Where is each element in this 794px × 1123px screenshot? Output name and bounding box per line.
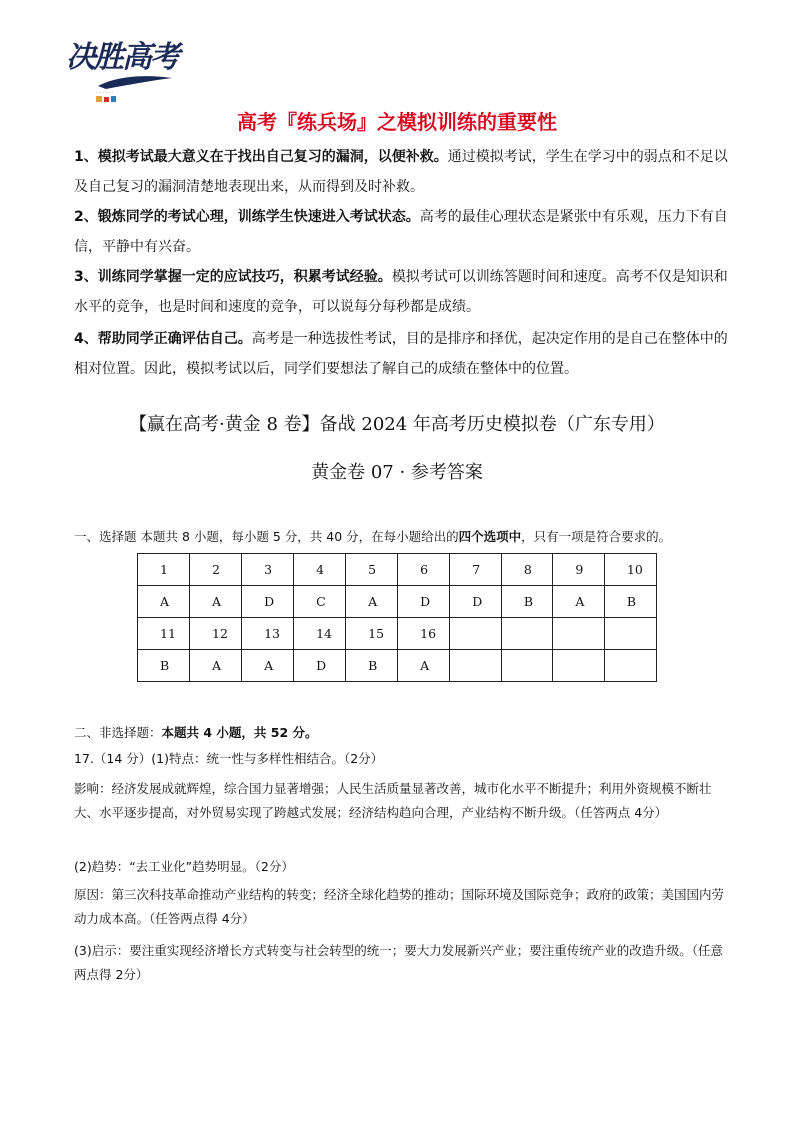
exam-subtitle: 黄金卷 07 · 参考答案 [311,462,483,483]
table-cell: A [138,586,190,618]
table-cell: 11 [138,618,190,650]
intro-paragraph-4: 4、帮助同学正确评估自己。高考是一种选拔性考试，目的是排序和择优，起决定作用的是自己在整体中的相对位置。因此，模拟考试以后，同学们要想法了解自己的成绩在整体中的位置。 [74,331,728,377]
table-cell [501,650,553,682]
table-cell: A [346,586,398,618]
table-cell: C [294,586,346,618]
table-cell: 2 [190,554,242,586]
intro-paragraph-2: 2、锻炼同学的考试心理，训练学生快速进入考试状态。高考的最佳心理状态是紧张中有乐观，压力下有自信，平静中有兴奋。 [74,209,728,255]
table-row [138,586,657,618]
table-cell: 4 [294,554,346,586]
table-cell: 1 [138,554,190,586]
table-row [138,618,657,650]
table-cell: 10 [604,554,656,586]
q17-impact: 影响：经济发展成就辉煌，综合国力显著增强；人民生活质量显著改善，城市化水平不断提升；利用外资规模不断壮大、水平逐步提高，对外贸易实现了跨越式发展；经济结构趋向合理，产业结构不断升级。（任答两点 4分） [74,781,712,820]
table-cell: 13 [242,618,294,650]
table-cell: 3 [242,554,294,586]
answer-table [137,553,657,682]
table-cell [553,618,605,650]
logo [66,32,176,104]
section-2-heading: 二、非选择题：本题共 4 小题，共 52 分。 [74,725,318,740]
table-cell [604,650,656,682]
logo-subtitle: · · · · · · [96,90,114,96]
table-cell: A [190,586,242,618]
table-cell: 6 [398,554,450,586]
table-cell: B [501,586,553,618]
table-cell: D [398,586,450,618]
logo-swoosh-icon [96,72,174,90]
table-cell: 14 [294,618,346,650]
table-cell: 9 [553,554,605,586]
table-cell: A [398,650,450,682]
table-cell: B [138,650,190,682]
q17-reasons: 原因：第三次科技革命推动产业结构的转变；经济全球化趋势的推动；国际环境及国际竞争；政府的政策；美国国内劳动力成本高。（任答两点得 4分） [74,887,725,926]
q17-part-2: (2)趋势：“去工业化”趋势明显。（2分） [74,859,294,874]
table-cell: 12 [190,618,242,650]
section-1-heading: 一、选择题 本题共 8 小题，每小题 5 分，共 40 分，在每小题给出的四个选项中，只有一项是符合要求的。 [74,529,672,544]
table-cell: D [450,586,502,618]
intro-paragraph-1: 1、模拟考试最大意义在于找出自己复习的漏洞，以便补救。通过模拟考试，学生在学习中的弱点和不足以及自己复习的漏洞清楚地表现出来，从而得到及时补救。 [74,149,728,195]
table-cell: A [190,650,242,682]
table-cell: 8 [501,554,553,586]
table-cell [501,618,553,650]
table-row [138,650,657,682]
table-cell: 15 [346,618,398,650]
table-cell: D [242,586,294,618]
table-cell [450,618,502,650]
exam-title: 【赢在高考·黄金 8 卷】备战 2024 年高考历史模拟卷（广东专用） [129,414,665,435]
table-cell [450,650,502,682]
intro-paragraph-3: 3、训练同学掌握一定的应试技巧，积累考试经验。模拟考试可以训练答题时间和速度。高考不仅是知识和水平的竞争，也是时间和速度的竞争，可以说每分每秒都是成绩。 [74,269,728,315]
logo-students-icon [94,94,134,102]
table-cell: A [242,650,294,682]
table-cell: 16 [398,618,450,650]
table-cell: 7 [450,554,502,586]
page-headline: 高考『练兵场』之模拟训练的重要性 [237,110,557,134]
table-cell: B [604,586,656,618]
table-row [138,554,657,586]
table-cell: D [294,650,346,682]
table-cell: 5 [346,554,398,586]
table-cell [604,618,656,650]
q17-part-1: 17.（14 分）(1)特点：统一性与多样性相结合。（2分） [74,751,384,766]
table-cell [553,650,605,682]
logo-text: 决胜高考 [66,40,178,75]
table-cell: B [346,650,398,682]
table-cell: A [553,586,605,618]
q17-part-3: (3)启示：要注重实现经济增长方式转变与社会转型的统一；要大力发展新兴产业；要注重传统产业的改造升级。（任意两点得 2分） [74,943,723,982]
